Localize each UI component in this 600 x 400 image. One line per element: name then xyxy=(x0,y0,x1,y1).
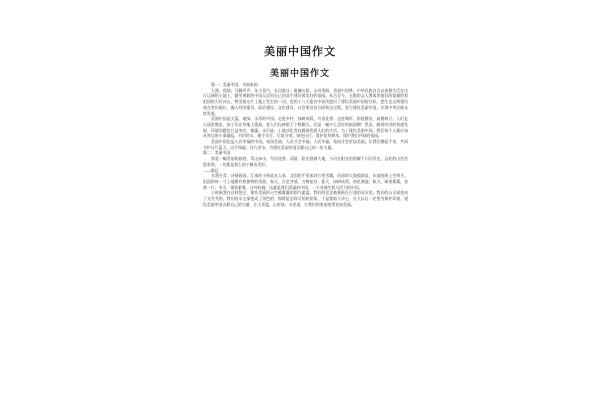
paragraph: 小时候我在这样想过，那些美丽的天空被雾霾的烟气遮盖，我们的恶念被刻画在污浊的河水里。我们的山全部变成了光秃秃的，我们的水全部变成了黑色的，那将是怎样可怕的景象。于是我暗下决心，长大以后一定要为保护环境、建设美丽中国贡献自己的力量，让天更蓝，山更绿，水更清，让我们的家园变得更加美丽。 xyxy=(203,190,408,207)
paragraph: 那是一幅美丽的画卷，青山绿水，鸟语花香。清晨，阳光洒满大地，小河在阳光的照耀下闪闪发光，远处的山峦若隐若现，一切都是那么的宁静而美好。 xyxy=(203,156,408,167)
section-heading: 篇一：美丽中国，幸福家园 xyxy=(211,82,258,87)
epigraph-attribution: ——题记 xyxy=(203,167,219,173)
document-body xyxy=(203,82,408,207)
document-title: 美丽中国作文 xyxy=(264,45,336,58)
section-heading: 篇二：美丽中国 xyxy=(203,150,231,156)
paragraph: 美丽中国也是人民幸福的中国。家园美丽，人民才会幸福；人民幸福，家园才会更加美丽。让我们携起手来，共同守护这片蓝天，这片绿地，这片净水，为建设美丽中国贡献自己的一份力量。 xyxy=(203,139,408,150)
paragraph: 美丽中国是天蓝、地绿、水净的中国。走进乡村，绿树成荫，鸟语花香；走进城市，街道整洁，高楼林立。人们在公园里散步，孩子们在草地上嬉戏，老人们在树荫下下棋聊天。这是一幅多么美好的画面啊！然而，随着经济的快速发展，环境问题也日益突出，雾霾、水污染、土地沙化等问题困扰着人们的生活。为了建设美丽中国，我们每个人都应该从身边的小事做起，节约用水，随手关灯，垃圾分类，绿色出行，爱护花草树木，保护我们共同的家园。 xyxy=(203,116,408,139)
paragraph: 大漠，孤烟，马蹄声声，年少意气，长河落日；斑斓五彩，山河秀丽，美丽中国梦。中华民族自古以来便生活在这片辽阔的土地上，勤劳勇敢的中国人民用自己的双手建设着美好的家园。从古至今，无数的文人墨客用他们的笔描绘着祖国的大好河山，赞美着这片土地上发生的一切。党的十八大报告中首次提出了建设美丽中国的目标，把生态文明建设放在突出地位，融入经济建设、政治建设、文化建设、社会建设各方面和全过程，努力建设美丽中国，实现中华民族永续发展。 xyxy=(203,87,408,116)
paragraph: 水墨丹青，诗情画意。江南的小桥流水人家，北国的千里冰封万里雪飘，西部的大漠孤烟直，东部的海上生明月。祖国的每一寸土地都有着独特的美丽。春天，百花齐放，万物复苏；夏天，绿树成荫，荷花满池；秋天，硕果累累，金黄一片；冬天，银装素裹，分外妖娆。这就是我们美丽的中国，一个充满生机与活力的中国。 xyxy=(203,173,408,190)
document-subtitle: 美丽中国作文 xyxy=(269,69,330,79)
